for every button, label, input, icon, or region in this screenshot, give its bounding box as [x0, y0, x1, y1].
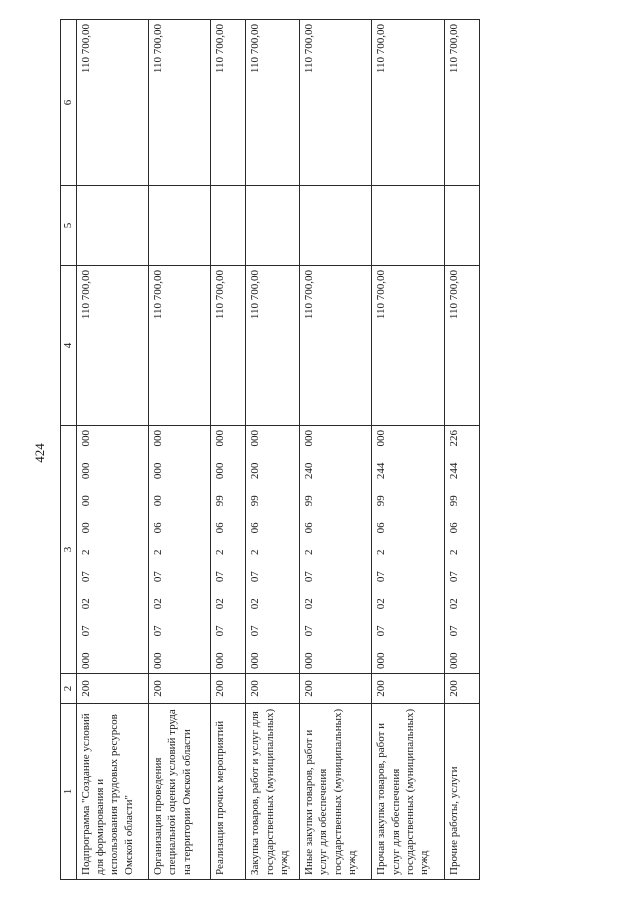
budget-code-segment: 000 — [375, 652, 388, 669]
amount-col5-cell — [76, 186, 148, 266]
budget-code — [213, 430, 227, 669]
budget-code-cell — [76, 426, 148, 674]
budget-code-segment: 2 — [249, 549, 262, 555]
budget-code-segment: 06 — [375, 522, 388, 534]
budget-code-segment: 02 — [79, 598, 92, 610]
row-name-cell: Подпрограмма "Создание условий для формирования и использования трудовых ресурсов Омской области" — [76, 704, 148, 880]
header-row — [61, 20, 77, 880]
budget-code-cell — [246, 426, 300, 674]
budget-code-segment: 07 — [303, 571, 316, 583]
page-number: 424 — [32, 443, 47, 463]
table-row — [76, 20, 148, 880]
table-row — [246, 20, 300, 880]
amount-col4-cell: 110 700,00 — [372, 266, 444, 426]
amount-col6-cell: 110 700,00 — [211, 20, 246, 186]
amount-col5-cell — [372, 186, 444, 266]
budget-code-cell — [372, 426, 444, 674]
budget-code-segment: 000 — [375, 430, 388, 447]
amount-col6-cell: 110 700,00 — [149, 20, 211, 186]
header-cell: 2 — [61, 674, 77, 704]
budget-code-segment: 07 — [375, 571, 388, 583]
budget-code-segment: 000 — [79, 430, 92, 447]
budget-code-segment: 2 — [79, 549, 92, 555]
budget-code-cell — [300, 426, 372, 674]
kvr-cell: 200 — [300, 674, 372, 704]
budget-code-segment: 244 — [447, 462, 460, 480]
kvr-cell: 200 — [372, 674, 444, 704]
budget-code-segment: 06 — [447, 522, 460, 534]
kvr-cell: 200 — [246, 674, 300, 704]
budget-code-segment: 000 — [303, 430, 316, 447]
amount-col5-cell — [246, 186, 300, 266]
budget-code-segment: 2 — [214, 549, 227, 555]
budget-code-cell — [149, 426, 211, 674]
budget-code-cell — [444, 426, 479, 674]
amount-col4-cell: 110 700,00 — [76, 266, 148, 426]
budget-code-segment: 07 — [375, 625, 388, 637]
budget-code-segment: 000 — [249, 652, 262, 669]
budget-code-segment: 07 — [447, 571, 460, 583]
budget-code-segment: 2 — [303, 549, 316, 555]
budget-code-segment: 02 — [249, 598, 262, 610]
budget-code-segment: 99 — [375, 495, 388, 507]
budget-code — [302, 430, 316, 669]
header-cell: 3 — [61, 426, 77, 674]
kvr-cell: 200 — [444, 674, 479, 704]
amount-col4-cell: 110 700,00 — [300, 266, 372, 426]
amount-col6-cell: 110 700,00 — [444, 20, 479, 186]
amount-col6-cell: 110 700,00 — [372, 20, 444, 186]
budget-code-segment: 000 — [214, 462, 227, 480]
budget-code-segment: 000 — [79, 462, 92, 480]
budget-code-segment: 2 — [375, 549, 388, 555]
budget-table — [60, 19, 480, 880]
rotated-table-container — [60, 20, 480, 880]
budget-code-segment: 07 — [214, 625, 227, 637]
row-name-cell: Иные закупки товаров, работ и услуг для обеспечения государственных (муниципальных) нужд — [300, 704, 372, 880]
row-name-cell: Прочая закупка товаров, работ и услуг для обеспечения государственных (муниципальных) нужд — [372, 704, 444, 880]
row-name-cell: Прочие работы, услуги — [444, 704, 479, 880]
budget-code-segment: 000 — [79, 652, 92, 669]
budget-code-segment: 000 — [152, 430, 165, 447]
budget-code-segment: 00 — [79, 495, 92, 507]
budget-code — [447, 430, 461, 669]
budget-code — [374, 430, 388, 669]
table-row — [211, 20, 246, 880]
budget-code-segment: 99 — [447, 495, 460, 507]
budget-code-segment: 2 — [152, 549, 165, 555]
kvr-cell: 200 — [211, 674, 246, 704]
header-cell: 4 — [61, 266, 77, 426]
budget-code-segment: 99 — [303, 495, 316, 507]
budget-code-segment: 06 — [303, 522, 316, 534]
table-row — [149, 20, 211, 880]
budget-code-segment: 226 — [447, 430, 460, 447]
budget-code-segment: 000 — [214, 652, 227, 669]
budget-code-segment: 07 — [303, 625, 316, 637]
amount-col6-cell: 110 700,00 — [246, 20, 300, 186]
budget-code-segment: 000 — [249, 430, 262, 447]
amount-col5-cell — [444, 186, 479, 266]
budget-code-segment: 000 — [447, 652, 460, 669]
amount-col5-cell — [300, 186, 372, 266]
budget-code — [248, 430, 262, 669]
budget-code-segment: 07 — [152, 625, 165, 637]
row-name-cell: Организация проведения специальной оценки условий труда на территории Омской области — [149, 704, 211, 880]
budget-code-segment: 02 — [214, 598, 227, 610]
budget-code — [79, 430, 93, 669]
budget-code-segment: 2 — [447, 549, 460, 555]
table-row — [300, 20, 372, 880]
budget-code-segment: 06 — [152, 522, 165, 534]
amount-col4-cell: 110 700,00 — [246, 266, 300, 426]
header-cell: 1 — [61, 704, 77, 880]
amount-col4-cell: 110 700,00 — [211, 266, 246, 426]
budget-code-segment: 07 — [249, 625, 262, 637]
amount-col6-cell: 110 700,00 — [300, 20, 372, 186]
budget-code-segment: 07 — [214, 571, 227, 583]
amount-col5-cell — [149, 186, 211, 266]
budget-code-segment: 02 — [303, 598, 316, 610]
budget-code-segment: 000 — [152, 462, 165, 480]
amount-col6-cell: 110 700,00 — [76, 20, 148, 186]
table-row — [372, 20, 444, 880]
budget-code-cell — [211, 426, 246, 674]
budget-code-segment: 07 — [249, 571, 262, 583]
table-row — [444, 20, 479, 880]
budget-code-segment: 02 — [375, 598, 388, 610]
amount-col4-cell: 110 700,00 — [149, 266, 211, 426]
budget-code-segment: 02 — [447, 598, 460, 610]
budget-code-segment: 07 — [152, 571, 165, 583]
budget-code-segment: 00 — [79, 522, 92, 534]
budget-code-segment: 06 — [249, 522, 262, 534]
budget-code-segment: 000 — [303, 652, 316, 669]
budget-code-segment: 240 — [303, 462, 316, 480]
row-name-cell: Закупка товаров, работ и услуг для государственных (муниципальных) нужд — [246, 704, 300, 880]
budget-code-segment: 07 — [79, 625, 92, 637]
budget-code-segment: 244 — [375, 462, 388, 480]
budget-code-segment: 06 — [214, 522, 227, 534]
budget-code-segment: 99 — [249, 495, 262, 507]
amount-col4-cell: 110 700,00 — [444, 266, 479, 426]
budget-code-segment: 000 — [152, 652, 165, 669]
budget-code-segment: 07 — [447, 625, 460, 637]
amount-col5-cell — [211, 186, 246, 266]
budget-code-segment: 00 — [152, 495, 165, 507]
header-cell: 5 — [61, 186, 77, 266]
budget-code-segment: 000 — [214, 430, 227, 447]
kvr-cell: 200 — [76, 674, 148, 704]
budget-code-segment: 02 — [152, 598, 165, 610]
budget-code-segment: 07 — [79, 571, 92, 583]
kvr-cell: 200 — [149, 674, 211, 704]
row-name-cell: Реализация прочих мероприятий — [211, 704, 246, 880]
header-cell: 6 — [61, 20, 77, 186]
budget-code-segment: 99 — [214, 495, 227, 507]
budget-code — [151, 430, 165, 669]
budget-code-segment: 200 — [249, 462, 262, 480]
